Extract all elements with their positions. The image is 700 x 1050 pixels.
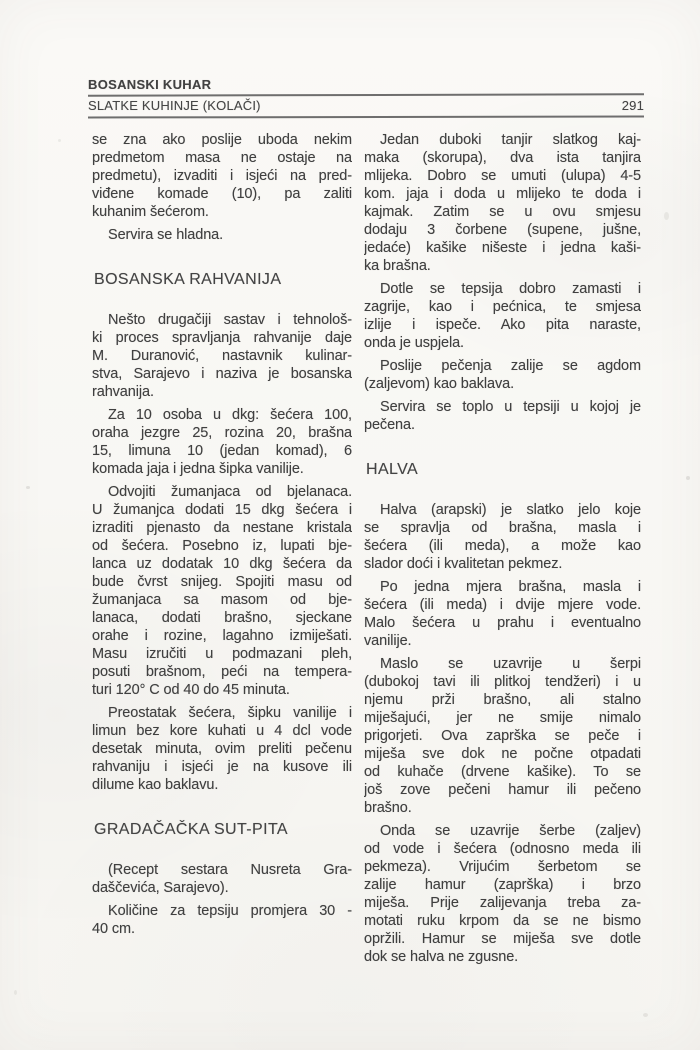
text-line: 40 cm. — [92, 921, 135, 937]
text-line: (Recept sestara Nusreta Gra- — [108, 862, 352, 878]
text-line: Količine za tepsiju promjera 30 - — [108, 903, 352, 919]
paragraph — [92, 131, 352, 221]
text-line: od kuhače (drvene kašike). To se — [364, 764, 641, 780]
text-line: orahe i rozine, lagahno izmiješati. — [92, 628, 352, 644]
text-line: rahvaniju i isjeći je na kusove ili — [92, 759, 352, 775]
text-line: predmetom masa ne ostaje na — [92, 150, 352, 166]
text-line: pekmeza). Vrijućim šerbetom se — [364, 859, 641, 875]
paragraph — [92, 483, 352, 699]
text-line: predmetu), izvaditi i isjeći na pred- — [92, 168, 352, 184]
recipe-heading: BOSANSKA RAHVANIJA — [94, 271, 282, 288]
text-line: viđene komade (10), pa zaliti — [92, 186, 352, 202]
paragraph — [92, 311, 352, 401]
recipe-heading: GRADAČAČKA SUT-PITA — [94, 821, 289, 838]
text-line: Za 10 osoba u dkg: šećera 100, — [108, 407, 352, 423]
text-line: Servira se hladna. — [108, 227, 224, 243]
text-line: kuhanim šećerom. — [92, 204, 209, 220]
header-rule-top — [88, 93, 644, 96]
text-line: posuti brašnom, peći na tempera- — [92, 664, 352, 680]
text-line: pečena. — [364, 417, 415, 433]
text-line: dok se halva ne zgusne. — [364, 949, 519, 965]
text-line: stva, Sarajevo i naziva je bosanska — [92, 366, 352, 382]
paragraph — [364, 578, 641, 650]
text-line: mlijeka. Dobro se umuti (ulupa) 4-5 — [364, 168, 641, 184]
paragraph — [364, 357, 641, 393]
text-line: limun bez kore kuhati u 4 dcl vode — [92, 723, 352, 739]
text-line: ka brašna. — [364, 258, 431, 274]
text-line: maka (skorupa), dva ista tanjira — [364, 150, 641, 166]
text-line: Malo šećera u prahu i eventualno — [364, 615, 641, 631]
text-line: turi 120° C od 40 do 45 minuta. — [92, 682, 290, 698]
text-line: izraditi pjenasto da nestane kristala — [92, 520, 352, 536]
text-line: izlije i ispeče. Ako pita naraste, — [364, 317, 641, 333]
scan-speckle — [664, 212, 669, 220]
paragraph — [92, 861, 352, 897]
text-line: Dotle se tepsija dobro zamasti i — [380, 281, 641, 297]
text-line: dodaju 3 čorbene (supene, jušne, — [364, 222, 641, 238]
text-line: jedaće) kašike nišeste i jedna kaši- — [364, 240, 641, 256]
text-line: motati ruku krpom da se ne bismo — [364, 913, 641, 929]
text-line: komada jaja i jedna šipka vanilije. — [92, 461, 304, 477]
text-line: (dubokoj tavi ili plitkoj tendžeri) i u — [364, 674, 641, 690]
text-line: se spravlja od brašna, masla i — [364, 520, 641, 536]
text-line: oraha jezgre 25, rozina 20, brašna — [92, 425, 352, 441]
scan-speckle — [14, 990, 17, 995]
text-line: slador doći i kvalitetan pekmez. — [364, 556, 563, 572]
text-line: 15, limuna 10 (jedan komad), 6 — [92, 443, 352, 459]
text-line: miješa. Prije zalijevanja treba za- — [364, 895, 641, 911]
text-line: (zaljevom) kao baklava. — [364, 376, 515, 392]
paragraph — [364, 655, 641, 817]
text-line: Preostatak šećera, šipku vanilije i — [108, 705, 352, 721]
scan-speckle — [686, 476, 690, 480]
text-line: miješajući, jer ne smije nimalo — [364, 710, 641, 726]
paragraph — [364, 280, 641, 352]
paragraph — [92, 902, 352, 938]
text-line: kom. jaja i doda u mlijeko te doda i — [364, 186, 641, 202]
text-line: prigorjeti. Ova zaprška se peče i — [364, 728, 641, 744]
paragraph — [364, 501, 641, 573]
text-line: vanilije. — [364, 633, 412, 649]
paragraph — [364, 822, 641, 966]
text-line: Servira se toplo u tepsiji u kojoj je — [380, 399, 641, 415]
text-line: Poslije pečenja zalije se agdom — [380, 358, 641, 374]
paragraph — [364, 131, 641, 275]
text-line: Masu izručiti u podmazani pleh, — [92, 646, 352, 662]
text-line: ki proces spravljanja rahvanije daje — [92, 330, 352, 346]
header-rule-bottom — [88, 116, 644, 119]
text-line: Jedan duboki tanjir slatkog kaj- — [380, 132, 641, 148]
book-title: BOSANSKI KUHAR — [88, 77, 212, 92]
text-line: M. Duranović, nastavnik kulinar- — [92, 348, 352, 364]
paragraph — [92, 704, 352, 794]
scan-speckle — [643, 1013, 648, 1017]
text-line: se zna ako poslije uboda nekim — [92, 132, 352, 148]
text-line: Odvojiti žumanjaca od bjelanaca. — [108, 484, 352, 500]
text-line: dilume kao baklavu. — [92, 777, 219, 793]
paragraph — [92, 226, 352, 244]
text-line: desetak minuta, ovim preliti pečenu — [92, 741, 352, 757]
text-line: opržili. Hamur se miješa sve dotle — [364, 931, 641, 947]
text-line: lanca uz dodatak 10 dkg šećera da — [92, 556, 352, 572]
text-line: miješa sve dok ne počne otpadati — [364, 746, 641, 762]
paragraph — [92, 406, 352, 478]
text-line: Halva (arapski) je slatko jelo koje — [380, 502, 641, 518]
text-line: Onda se uzavrije šerbe (zaljev) — [380, 823, 641, 839]
text-line: Nešto drugačiji sastav i tehnološ- — [108, 312, 352, 328]
text-line: od šećera. Posebno iz, lupati bje- — [92, 538, 352, 554]
text-line: Po jedna mjera brašna, masla i — [380, 579, 641, 595]
text-line: U žumanjca dodati 15 dkg šećera i — [92, 502, 352, 518]
left-column — [92, 131, 352, 943]
text-line: šećera (ili meda), a može kao — [364, 538, 641, 554]
page-number: 291 — [621, 98, 644, 113]
text-line: zalije hamur (zaprška) i brzo — [364, 877, 641, 893]
text-line: šećera (ili meda) i dvije mjere vode. — [364, 597, 641, 613]
scan-speckle — [58, 139, 61, 142]
scan-speckle — [26, 486, 30, 489]
text-line: kajmak. Zatim se u ovu smjesu — [364, 204, 641, 220]
text-line: rahvanija. — [92, 384, 154, 400]
text-line: brašno. — [364, 800, 412, 816]
chapter-title: SLATKE KUHINJE (KOLAČI) — [88, 98, 261, 113]
text-line: Maslo se uzavrije u šerpi — [380, 656, 641, 672]
text-line: od vode i šećera (odnosno meda ili — [364, 841, 641, 857]
right-column — [364, 131, 641, 971]
paragraph — [364, 398, 641, 434]
text-line: još zove pečeni hamur ili pečeno — [364, 782, 641, 798]
text-line: daščevića, Sarajevo). — [92, 880, 229, 896]
text-line: njemu prži brašno, ali stalno — [364, 692, 641, 708]
text-line: zagrije, kao i pećnica, te smjesa — [364, 299, 641, 315]
recipe-heading: HALVA — [366, 461, 419, 478]
running-head — [88, 77, 644, 118]
text-line: onda je uspjela. — [364, 335, 464, 351]
text-line: lanaca, dodati brašno, sjeckane — [92, 610, 352, 626]
text-line: žumanjaca sa masom od bje- — [92, 592, 352, 608]
text-line: bude čvrst snijeg. Spojiti masu od — [92, 574, 352, 590]
